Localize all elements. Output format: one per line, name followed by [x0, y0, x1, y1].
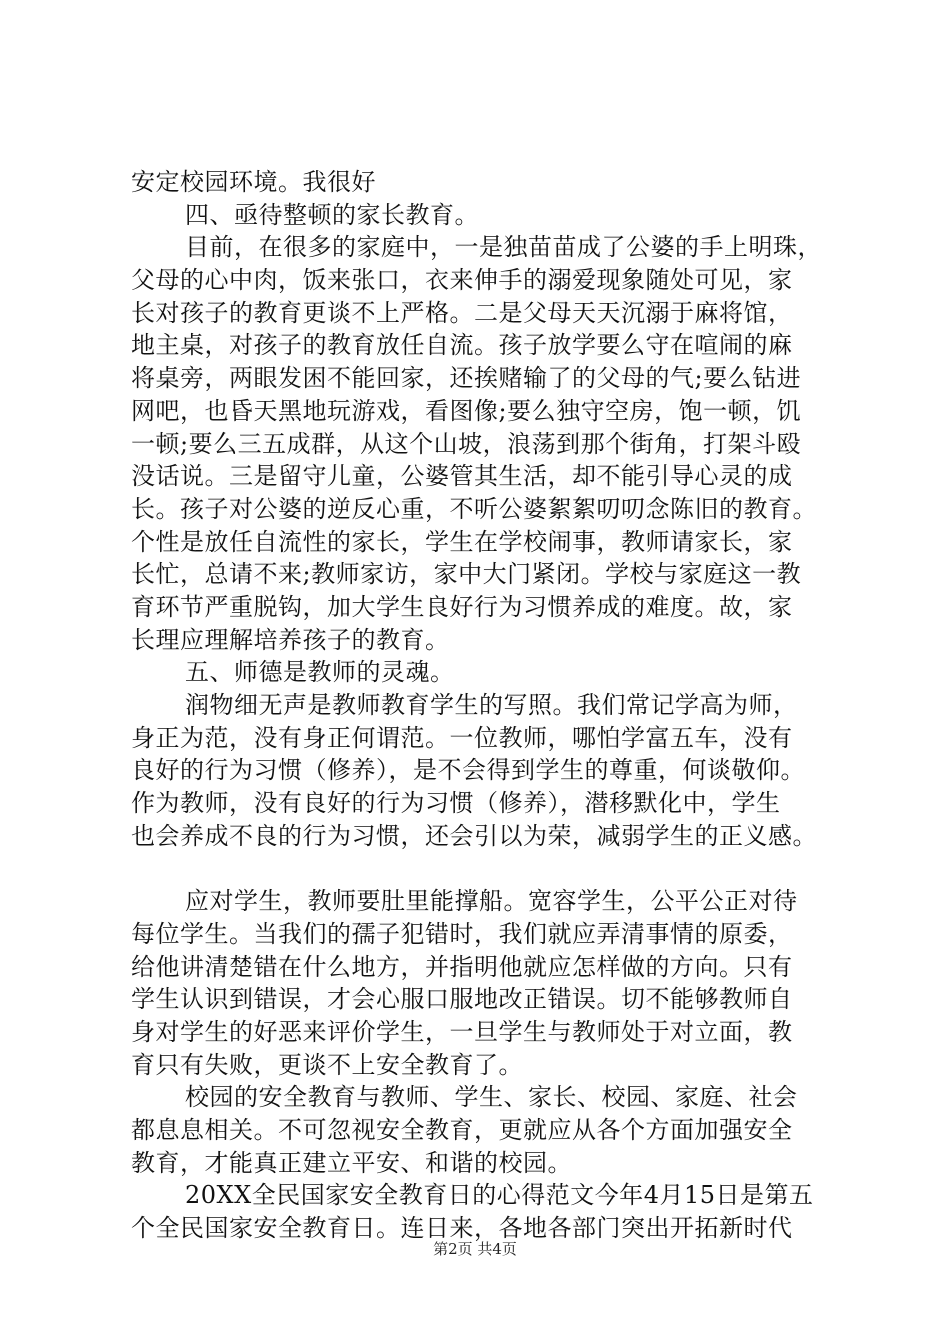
text-line: 身正为范，没有身正何谓范。一位教师，哪怕学富五车，没有	[131, 723, 793, 752]
text-line: 身对学生的好恶来评价学生，一旦学生与教师处于对立面，教	[131, 1017, 793, 1046]
text-line: 良好的行为习惯（修养），是不会得到学生的尊重，何谈敬仰。	[131, 756, 805, 785]
paragraph-start: 目前，在很多的家庭中，一是独苗苗成了公婆的手上明珠，	[185, 233, 822, 262]
text-line: 也会养成不良的行为习惯，还会引以为荣，减弱学生的正义感。	[131, 821, 817, 850]
paragraph-start: 20XX全民国家安全教育日的心得范文今年4月15日是第五	[185, 1181, 814, 1210]
text-line: 长。孩子对公婆的逆反心重，不听公婆絮絮叨叨念陈旧的教育。	[131, 494, 817, 523]
section-heading: 四、亟待整顿的家长教育。	[185, 200, 479, 229]
text-line: 一顿;要么三五成群，从这个山坡，浪荡到那个街角，打架斗殴	[131, 429, 802, 458]
text-line: 长理应理解培养孩子的教育。	[131, 625, 450, 654]
paragraph-start: 润物细无声是教师教育学生的写照。我们常记学高为师，	[185, 691, 798, 719]
text-line: 给他讲清楚错在什么地方，并指明他就应怎样做的方向。只有	[131, 952, 793, 981]
text-line: 教育，才能真正建立平安、和谐的校园。	[131, 1148, 572, 1177]
page-number-footer: 第2页 共4页	[433, 1240, 517, 1258]
text-line: 没话说。三是留守儿童，公婆管其生活，却不能引导心灵的成	[131, 462, 793, 491]
text-line: 每位学生。当我们的孺子犯错时，我们就应弄清事情的原委，	[131, 919, 793, 948]
paragraph-gap	[131, 852, 831, 885]
text-line: 长对孩子的教育更谈不上严格。二是父母天天沉溺于麻将馆，	[131, 298, 793, 327]
section-heading: 五、师德是教师的灵魂。	[185, 658, 455, 687]
text-line: 长忙，总请不来;教师家访，家中大门紧闭。学校与家庭这一教	[131, 560, 802, 589]
text-line: 安定校园环境。我很好	[131, 168, 376, 196]
text-line: 地主桌，对孩子的教育放任自流。孩子放学要么守在喧闹的麻	[131, 331, 793, 360]
text-line: 个全民国家安全教育日。连日来，各地各部门突出开拓新时代	[131, 1214, 793, 1242]
paragraph-start: 应对学生，教师要肚里能撑船。宽容学生，公平公正对待	[185, 887, 798, 916]
document-body	[131, 166, 831, 1245]
text-line: 育只有失败，更谈不上安全教育了。	[131, 1050, 523, 1079]
text-line: 学生认识到错误，才会心服口服地改正错误。切不能够教师自	[131, 985, 793, 1014]
text-line: 将桌旁，两眼发困不能回家，还挨赌输了的父母的气;要么钻进	[131, 364, 802, 393]
text-line: 育环节严重脱钩，加大学生良好行为习惯养成的难度。故，家	[131, 592, 793, 621]
text-line: 都息息相关。不可忽视安全教育，更就应从各个方面加强安全	[131, 1115, 793, 1144]
paragraph-start: 校园的安全教育与教师、学生、家长、校园、家庭、社会	[185, 1083, 798, 1112]
text-line: 作为教师，没有良好的行为习惯（修养），潜移默化中，学生	[131, 789, 781, 818]
text-line: 父母的心中肉，饭来张口，衣来伸手的溺爱现象随处可见，家	[131, 266, 793, 295]
text-line: 网吧，也昏天黑地玩游戏，看图像;要么独守空房，饱一顿，饥	[131, 396, 802, 425]
text-line: 个性是放任自流性的家长，学生在学校闹事，教师请家长，家	[131, 527, 793, 556]
